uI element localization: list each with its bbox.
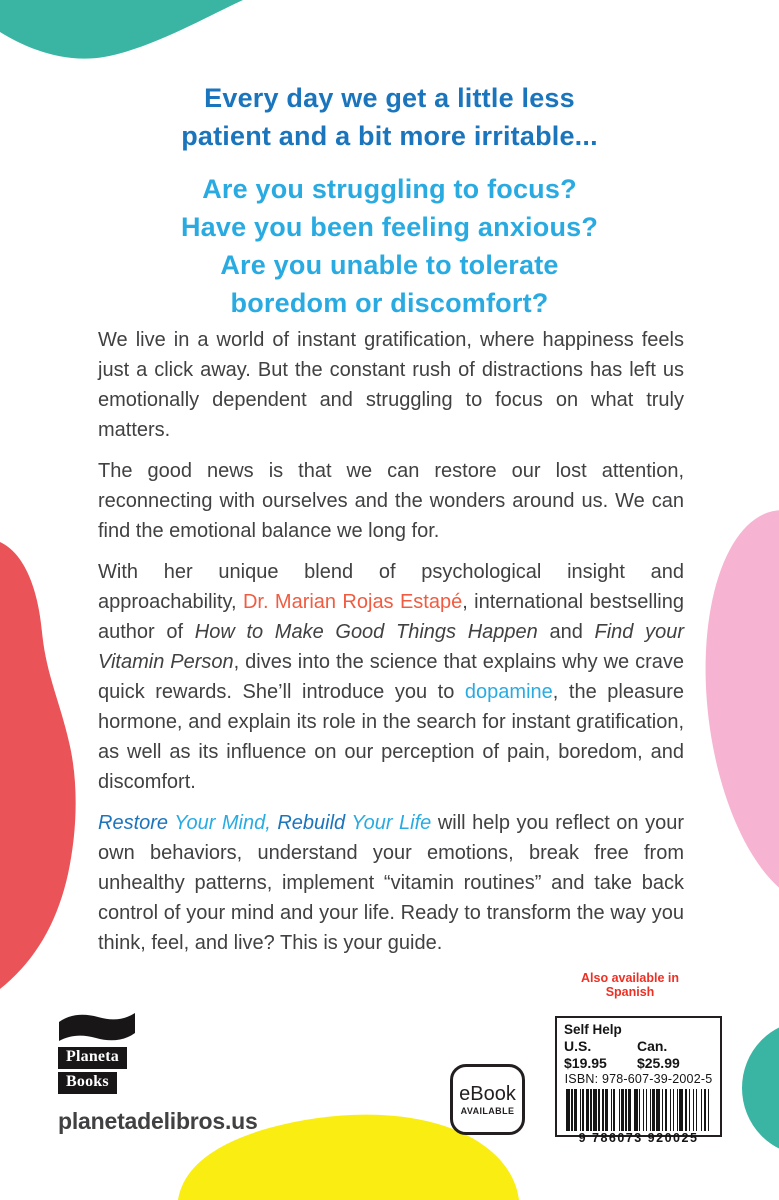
text-segment: Your Mind, — [174, 812, 278, 834]
text-segment: , dives into the science that explains why we crave quick rewards. She’ll introduce you to — [98, 651, 684, 703]
barcode-panel — [555, 1016, 722, 1145]
barcode-bar — [566, 1089, 570, 1131]
price-us: U.S. $19.95 — [564, 1038, 607, 1071]
headline-line: Every day we get a little less — [204, 83, 575, 113]
ebook-available-label: AVAILABLE — [460, 1105, 515, 1116]
headline — [0, 79, 779, 155]
headline-line: patient and a bit more irritable... — [181, 121, 598, 151]
barcode-bar — [696, 1089, 697, 1131]
publisher-name-bottom: Books — [58, 1072, 117, 1094]
blob-teal-top-left-icon — [0, 0, 243, 59]
paragraph-1 — [98, 325, 684, 445]
barcode-bars — [564, 1089, 713, 1131]
planeta-books-logo — [58, 1012, 136, 1094]
blob-teal-bottom-right-icon — [742, 1021, 779, 1155]
text-segment: The good news is that we can restore our lost attention, reconnecting with ourselves and the wonders around us. We can find the emotional balance we long for. — [98, 460, 684, 542]
ebook-label: eBook — [459, 1082, 516, 1105]
spanish-edition-note: Also available in Spanish — [581, 971, 679, 999]
question-line: boredom or discomfort? — [230, 288, 549, 318]
barcode-digits: 9 786073 920025 — [578, 1131, 699, 1145]
text-segment: Dr. Marian Rojas Estapé — [242, 591, 463, 613]
text-segment: , international bestselling author of — [98, 591, 684, 643]
paragraph-4 — [98, 808, 684, 958]
barcode-bar — [670, 1089, 671, 1131]
barcode-bar — [634, 1089, 638, 1131]
barcode-bar — [679, 1089, 683, 1131]
barcode-bar — [628, 1089, 631, 1131]
text-segment: Your Life — [351, 812, 432, 834]
barcode-bar — [602, 1089, 603, 1131]
question-line: Have you been feeling anxious? — [180, 212, 599, 242]
barcode-bar — [646, 1089, 647, 1131]
text-segment: Rebuild — [277, 812, 352, 834]
barcode-bar — [571, 1089, 572, 1131]
price-canada: Can. $25.99 — [636, 1038, 680, 1071]
barcode-bar — [639, 1089, 640, 1131]
text-segment: With her unique blend of psychological insight and approachability, — [98, 561, 684, 613]
question-line: Are you struggling to focus? — [202, 174, 577, 204]
barcode-bar — [701, 1089, 702, 1131]
barcode-bar — [662, 1089, 663, 1131]
barcode-bar — [605, 1089, 608, 1131]
barcode-bar — [625, 1089, 626, 1131]
barcode-bar — [593, 1089, 597, 1131]
hook-questions — [0, 170, 779, 322]
paragraph-2 — [98, 456, 684, 546]
blob-pink-right-icon — [684, 499, 779, 917]
barcode-bar — [656, 1089, 660, 1131]
barcode-bar — [693, 1089, 694, 1131]
question-line: Are you unable to tolerate — [220, 250, 559, 280]
ebook-available-badge — [450, 1064, 525, 1135]
text-segment: Restore — [98, 812, 175, 834]
barcode-bar — [611, 1089, 612, 1131]
barcode-bar — [652, 1089, 655, 1131]
publisher-website: planetadelibros.us — [58, 1108, 258, 1134]
barcode-bar — [598, 1089, 599, 1131]
text-segment: and — [537, 621, 595, 643]
barcode-bar — [580, 1089, 581, 1131]
barcode-bar — [673, 1089, 674, 1131]
book-category: Self Help — [564, 1022, 622, 1037]
blob-coral-left-icon — [0, 542, 76, 989]
planeta-flag-icon — [58, 1012, 136, 1044]
price-row — [564, 1038, 713, 1072]
text-segment: Find your Vitamin Person — [98, 621, 684, 673]
barcode-bar — [685, 1089, 688, 1131]
barcode-bar — [613, 1089, 614, 1131]
text-segment: will help you reflect on your own behaviors, understand your emotions, break free from unhealthy patterns, implement “vitamin routines” and take back control of your mind and your life. Ready to transform the way you think, feel, and live? This is your guide. — [98, 812, 684, 954]
barcode-bar — [704, 1089, 707, 1131]
barcode-bar — [665, 1089, 668, 1131]
barcode-bar — [582, 1089, 583, 1131]
barcode-bar — [689, 1089, 690, 1131]
barcode-bar — [677, 1089, 678, 1131]
barcode-bar — [708, 1089, 709, 1131]
text-segment: , the pleasure hormone, and explain its role in the search for instant gratification, as well as its influence on our perception of pain, boredom, and discomfort. — [98, 681, 684, 793]
barcode-bar — [619, 1089, 620, 1131]
isbn-number: ISBN: 978-607-39-2002-5 — [564, 1072, 713, 1086]
paragraph-3 — [98, 557, 684, 797]
barcode-bar — [650, 1089, 651, 1131]
barcode-bar — [586, 1089, 589, 1131]
text-segment: How to Make Good Things Happen — [194, 621, 538, 643]
barcode-bar — [590, 1089, 591, 1131]
barcode-bar — [621, 1089, 624, 1131]
publisher-name-top: Planeta — [58, 1047, 127, 1069]
back-cover-copy — [98, 325, 684, 969]
text-segment: dopamine — [464, 681, 553, 703]
text-segment: We live in a world of instant gratification, where happiness feels just a click away. But the constant rush of distractions has left us emotionally dependent and struggling to focus on what truly matters. — [98, 329, 684, 441]
barcode-bar — [643, 1089, 644, 1131]
barcode-bar — [574, 1089, 577, 1131]
